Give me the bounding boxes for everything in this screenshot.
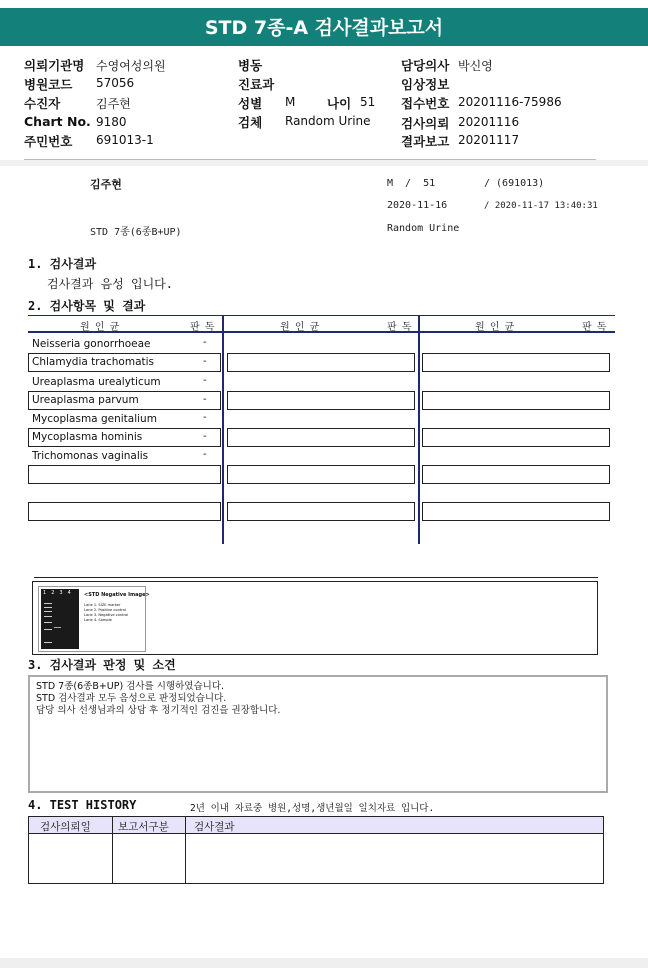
info-test-name: STD 7종(6종B+UP) [90, 227, 182, 238]
organism-name: Neisseria gonorrhoeae [32, 338, 151, 350]
gel-caption [84, 603, 128, 623]
opinion-line: STD 7종(6종B+UP) 검사를 시행하였습니다. [36, 681, 225, 692]
history-col-request-date: 검사의뢰일 [40, 821, 91, 833]
organism-name: Ureaplasma parvum [32, 394, 139, 406]
section1-title: 1. 검사결과 [28, 257, 97, 271]
report-title: STD 7종-A 검사결과보고서 [0, 8, 648, 46]
result-row-box [227, 465, 415, 484]
organism-name: Mycoplasma genitalium [32, 413, 157, 425]
gel-caption-line: Lane 1. SIZE marker [84, 603, 121, 607]
gel-lane-1: 1 [43, 590, 52, 596]
gel-lane-labels [43, 590, 76, 596]
gel-image-card [38, 586, 150, 652]
receipt-no-value: 20201116-75986 [458, 95, 562, 109]
col-header-result-1: 판 독 [190, 322, 216, 333]
footer-band [0, 958, 648, 968]
result-row-box [28, 502, 221, 521]
patient-label: 수진자 [24, 96, 61, 111]
hospital-code-value: 57056 [96, 76, 135, 90]
gel-caption-line: Lane 4. Sample [84, 618, 112, 622]
organism-name: Mycoplasma hominis [32, 431, 143, 443]
col-header-organism-3: 원 인 균 [475, 322, 516, 333]
organism-name: Trichomonas vaginalis [32, 450, 149, 462]
age-label: 나이 [327, 96, 352, 111]
chart-no-value: 9180 [96, 115, 127, 129]
specimen-label: 검체 [238, 115, 263, 130]
col-header-organism-2: 원 인 균 [280, 322, 321, 333]
organism-result: - [203, 431, 207, 442]
result-row-box [227, 391, 415, 410]
doctor-label: 담당의사 [401, 58, 450, 73]
result-row-box [227, 502, 415, 521]
clinical-info-label: 임상정보 [401, 77, 450, 92]
report-date-label: 결과보고 [401, 134, 450, 149]
result-row-box [422, 353, 610, 372]
result-row-box [422, 428, 610, 447]
history-note: 2년 이내 자료중 병원,성명,생년월일 일치자료 입니다. [190, 803, 435, 814]
specimen-value: Random Urine [285, 114, 371, 128]
section3-title: 3. 검사결과 판정 및 소견 [28, 658, 176, 672]
gel-lane-3: 3 [59, 590, 68, 596]
result-row-box [227, 353, 415, 372]
opinion-line: 담당 의사 선생님과의 상담 후 정기적인 검진을 권장합니다. [36, 705, 281, 716]
ward-label: 병동 [238, 58, 263, 73]
history-header-row [28, 816, 604, 834]
hospital-code-label: 병원코드 [24, 77, 73, 92]
sex-value: M [285, 95, 296, 109]
result-row-box [227, 428, 415, 447]
section4-title: 4. TEST HISTORY [28, 798, 137, 812]
doctor-value: 박신영 [458, 59, 493, 73]
client-value: 수영여성의원 [96, 59, 166, 73]
receipt-no-label: 접수번호 [401, 96, 450, 111]
sex-label: 성별 [238, 96, 263, 111]
chart-no-label: Chart No. [24, 114, 91, 129]
organism-result: - [203, 449, 207, 460]
gel-lane-2: 2 [51, 590, 60, 596]
info-birth: / (691013) [484, 178, 545, 189]
opinion-line: STD 검사결과 모두 음성으로 판정되었습니다. [36, 693, 227, 704]
result-row-box [422, 465, 610, 484]
image-top-rule [34, 577, 598, 578]
patient-value: 김주현 [96, 97, 131, 111]
opinion-text [36, 681, 280, 717]
history-col-divider-1 [112, 816, 113, 884]
organism-name: Chlamydia trachomatis [32, 356, 155, 368]
gel-caption-title: <STD Negative Image> [84, 592, 150, 598]
table-top-rule [28, 315, 615, 316]
gel-caption-line: Lane 3. Negative control [84, 613, 129, 617]
organism-result: - [203, 412, 207, 423]
organism-result: - [203, 394, 207, 405]
history-col-result: 검사결과 [194, 821, 235, 833]
col-header-result-3: 판 독 [582, 322, 608, 333]
organism-name: Ureaplasma urealyticum [32, 376, 161, 388]
col-header-result-2: 판 독 [387, 322, 413, 333]
col-header-organism-1: 원 인 균 [80, 322, 121, 333]
history-col-report-type: 보고서구분 [118, 821, 169, 833]
organism-result: - [203, 375, 207, 386]
history-col-divider-2 [185, 816, 186, 884]
result-row-box [422, 391, 610, 410]
info-specimen: Random Urine [387, 223, 460, 234]
organism-result: - [203, 356, 207, 367]
gel-lane-4: 4 [67, 590, 76, 596]
table-col-divider-2 [418, 316, 420, 544]
request-date-label: 검사의뢰 [401, 116, 450, 131]
request-date-value: 20201116 [458, 115, 520, 129]
table-col-divider-1 [222, 316, 224, 544]
id-number-label: 주민번호 [24, 134, 73, 149]
result-row-box [422, 502, 610, 521]
client-label: 의뢰기관명 [24, 58, 85, 73]
gel-caption-line: Lane 2. Positive control [84, 608, 126, 612]
header-shadow [0, 160, 648, 166]
dept-label: 진료과 [238, 77, 275, 92]
info-name: 김주현 [90, 178, 122, 191]
info-sex-age: M / 51 [387, 178, 436, 189]
info-report-time: / 2020-11-17 13:40:31 [484, 201, 598, 211]
organism-result: - [203, 337, 207, 348]
age-value: 51 [360, 95, 376, 109]
result-row-box [28, 465, 221, 484]
history-body [28, 833, 604, 884]
info-date: 2020-11-16 [387, 200, 448, 211]
id-number-value: 691013-1 [96, 133, 154, 147]
section1-text: 검사결과 음성 입니다. [47, 277, 174, 291]
report-date-value: 20201117 [458, 133, 520, 147]
section2-title: 2. 검사항목 및 결과 [28, 299, 146, 313]
